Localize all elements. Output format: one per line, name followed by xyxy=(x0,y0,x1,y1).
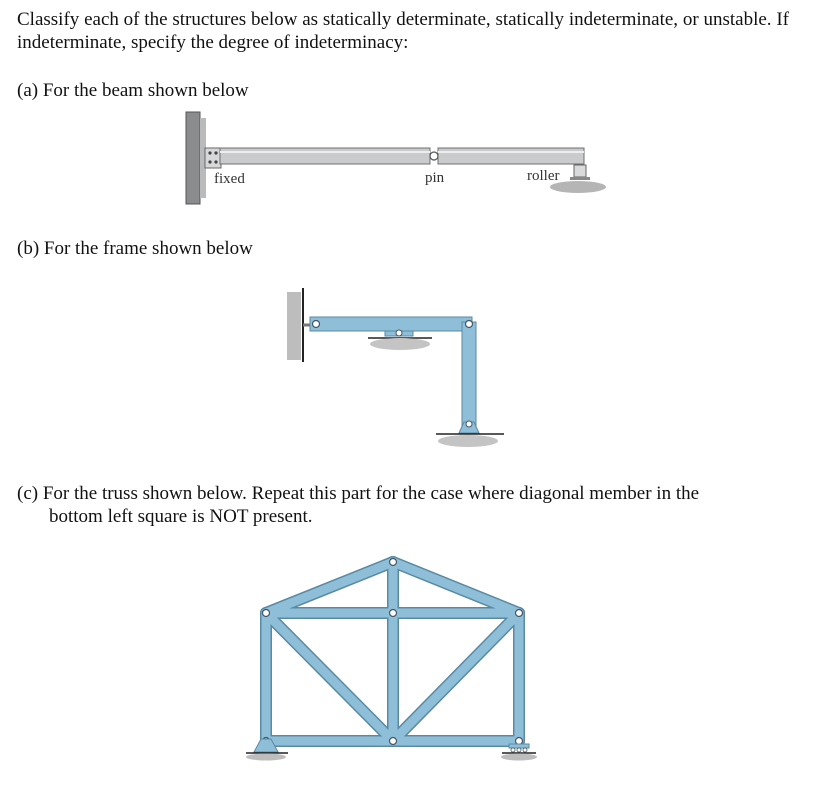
truss-joint xyxy=(516,738,523,745)
problem-intro: Classify each of the structures below as statically determinate, statically indeterminate, or unstable. If indeterminate, specify the degree of indeterminacy: xyxy=(17,9,789,53)
truss-joint xyxy=(390,559,397,566)
truss-top-right-rafter xyxy=(393,562,519,613)
label-roller: roller xyxy=(527,168,560,184)
label-pin: pin xyxy=(425,170,445,186)
truss-left-diagonal xyxy=(266,613,393,741)
label-fixed: fixed xyxy=(214,171,245,187)
part-a-heading: (a) For the beam shown below xyxy=(17,80,249,101)
truss-joint xyxy=(516,610,523,617)
truss-left-ground xyxy=(246,754,286,761)
truss-right-ground xyxy=(501,754,537,761)
part-c-line2: bottom left square is NOT present. xyxy=(49,506,313,527)
truss-joint xyxy=(390,610,397,617)
truss-top-left-rafter xyxy=(266,562,393,613)
truss-joint xyxy=(263,610,270,617)
part-c-line1: (c) For the truss shown below. Repeat this part for the case where diagonal member in the xyxy=(17,483,700,504)
part-b-heading: (b) For the frame shown below xyxy=(17,238,253,259)
truss-roller-support xyxy=(509,744,529,748)
truss-joint xyxy=(390,738,397,745)
truss-right-diagonal xyxy=(393,613,519,741)
